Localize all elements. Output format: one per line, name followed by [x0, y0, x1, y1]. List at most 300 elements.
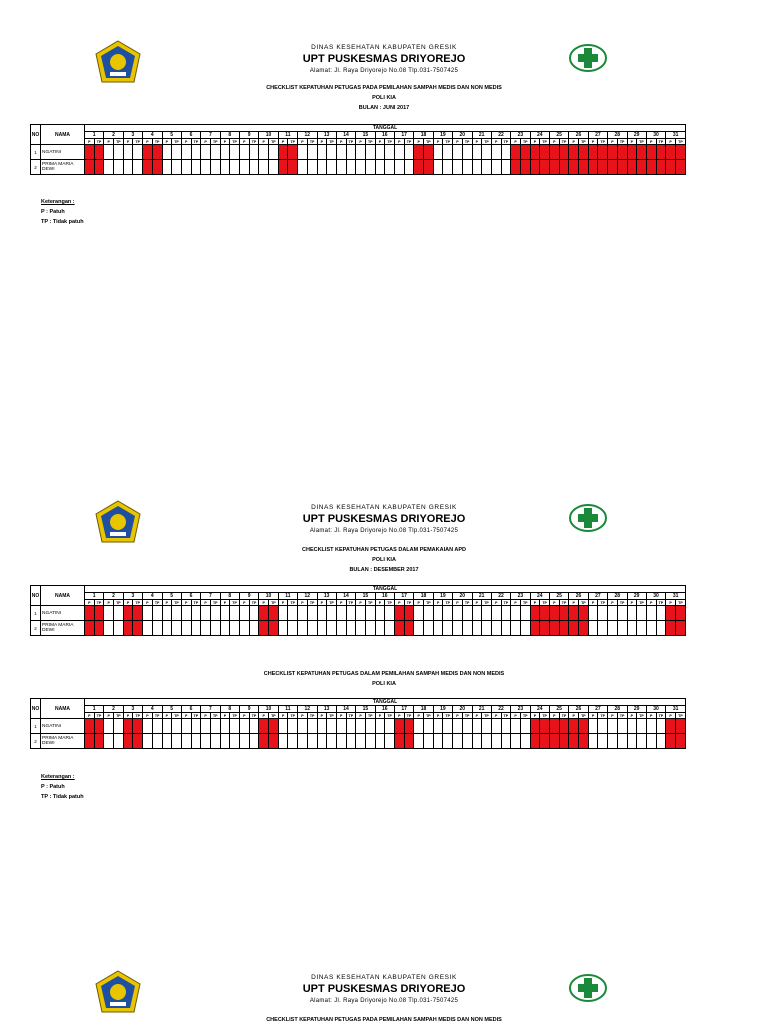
tp-check-cell[interactable] [152, 734, 162, 749]
tp-check-cell[interactable] [424, 719, 434, 734]
p-check-cell[interactable] [453, 719, 463, 734]
p-check-cell[interactable] [336, 160, 346, 175]
p-check-cell[interactable] [375, 719, 385, 734]
p-check-cell[interactable] [336, 606, 346, 621]
p-check-cell[interactable] [123, 621, 133, 636]
p-check-cell[interactable] [356, 606, 366, 621]
tp-check-cell[interactable] [114, 160, 124, 175]
p-check-cell[interactable] [453, 734, 463, 749]
tp-check-cell[interactable] [133, 160, 143, 175]
tp-check-cell[interactable] [152, 719, 162, 734]
tp-check-cell[interactable] [172, 606, 182, 621]
tp-check-cell[interactable] [443, 734, 453, 749]
tp-check-cell[interactable] [385, 145, 395, 160]
tp-check-cell[interactable] [520, 621, 530, 636]
tp-check-cell[interactable] [133, 719, 143, 734]
p-check-cell[interactable] [240, 145, 250, 160]
tp-check-cell[interactable] [307, 734, 317, 749]
p-check-cell[interactable] [550, 160, 560, 175]
tp-check-cell[interactable] [520, 160, 530, 175]
tp-check-cell[interactable] [482, 606, 492, 621]
tp-check-cell[interactable] [637, 734, 647, 749]
tp-check-cell[interactable] [482, 145, 492, 160]
tp-check-cell[interactable] [617, 719, 627, 734]
p-check-cell[interactable] [608, 145, 618, 160]
tp-check-cell[interactable] [559, 606, 569, 621]
tp-check-cell[interactable] [559, 621, 569, 636]
p-check-cell[interactable] [569, 719, 579, 734]
p-check-cell[interactable] [608, 719, 618, 734]
p-check-cell[interactable] [162, 734, 172, 749]
tp-check-cell[interactable] [365, 606, 375, 621]
tp-check-cell[interactable] [288, 719, 298, 734]
tp-check-cell[interactable] [288, 160, 298, 175]
tp-check-cell[interactable] [94, 734, 104, 749]
tp-check-cell[interactable] [462, 734, 472, 749]
p-check-cell[interactable] [472, 734, 482, 749]
tp-check-cell[interactable] [230, 719, 240, 734]
p-check-cell[interactable] [511, 734, 521, 749]
tp-check-cell[interactable] [346, 719, 356, 734]
p-check-cell[interactable] [608, 621, 618, 636]
p-check-cell[interactable] [85, 719, 95, 734]
p-check-cell[interactable] [259, 145, 269, 160]
p-check-cell[interactable] [608, 734, 618, 749]
p-check-cell[interactable] [181, 734, 191, 749]
tp-check-cell[interactable] [462, 160, 472, 175]
tp-check-cell[interactable] [675, 621, 685, 636]
p-check-cell[interactable] [104, 719, 114, 734]
tp-check-cell[interactable] [230, 606, 240, 621]
p-check-cell[interactable] [588, 160, 598, 175]
p-check-cell[interactable] [298, 160, 308, 175]
tp-check-cell[interactable] [249, 734, 259, 749]
tp-check-cell[interactable] [94, 606, 104, 621]
p-check-cell[interactable] [143, 621, 153, 636]
tp-check-cell[interactable] [152, 606, 162, 621]
p-check-cell[interactable] [220, 145, 230, 160]
tp-check-cell[interactable] [559, 734, 569, 749]
tp-check-cell[interactable] [656, 606, 666, 621]
p-check-cell[interactable] [240, 734, 250, 749]
tp-check-cell[interactable] [617, 606, 627, 621]
tp-check-cell[interactable] [404, 734, 414, 749]
p-check-cell[interactable] [278, 606, 288, 621]
tp-check-cell[interactable] [172, 621, 182, 636]
p-check-cell[interactable] [162, 719, 172, 734]
p-check-cell[interactable] [85, 621, 95, 636]
tp-check-cell[interactable] [637, 145, 647, 160]
tp-check-cell[interactable] [210, 606, 220, 621]
p-check-cell[interactable] [569, 160, 579, 175]
p-check-cell[interactable] [491, 734, 501, 749]
tp-check-cell[interactable] [404, 145, 414, 160]
tp-check-cell[interactable] [365, 160, 375, 175]
tp-check-cell[interactable] [172, 160, 182, 175]
tp-check-cell[interactable] [675, 606, 685, 621]
tp-check-cell[interactable] [385, 719, 395, 734]
tp-check-cell[interactable] [675, 145, 685, 160]
tp-check-cell[interactable] [501, 145, 511, 160]
p-check-cell[interactable] [104, 145, 114, 160]
p-check-cell[interactable] [278, 734, 288, 749]
p-check-cell[interactable] [414, 606, 424, 621]
tp-check-cell[interactable] [114, 621, 124, 636]
tp-check-cell[interactable] [404, 160, 414, 175]
tp-check-cell[interactable] [307, 719, 317, 734]
p-check-cell[interactable] [181, 621, 191, 636]
tp-check-cell[interactable] [210, 145, 220, 160]
p-check-cell[interactable] [491, 719, 501, 734]
tp-check-cell[interactable] [249, 145, 259, 160]
tp-check-cell[interactable] [191, 606, 201, 621]
p-check-cell[interactable] [298, 719, 308, 734]
p-check-cell[interactable] [666, 160, 676, 175]
p-check-cell[interactable] [550, 734, 560, 749]
p-check-cell[interactable] [550, 621, 560, 636]
p-check-cell[interactable] [395, 145, 405, 160]
p-check-cell[interactable] [569, 734, 579, 749]
tp-check-cell[interactable] [346, 621, 356, 636]
p-check-cell[interactable] [395, 160, 405, 175]
p-check-cell[interactable] [201, 734, 211, 749]
p-check-cell[interactable] [278, 621, 288, 636]
tp-check-cell[interactable] [579, 734, 589, 749]
p-check-cell[interactable] [123, 719, 133, 734]
tp-check-cell[interactable] [152, 160, 162, 175]
p-check-cell[interactable] [356, 621, 366, 636]
p-check-cell[interactable] [666, 621, 676, 636]
p-check-cell[interactable] [356, 145, 366, 160]
p-check-cell[interactable] [356, 719, 366, 734]
p-check-cell[interactable] [259, 160, 269, 175]
tp-check-cell[interactable] [520, 734, 530, 749]
p-check-cell[interactable] [336, 719, 346, 734]
p-check-cell[interactable] [317, 734, 327, 749]
tp-check-cell[interactable] [637, 160, 647, 175]
p-check-cell[interactable] [375, 606, 385, 621]
p-check-cell[interactable] [123, 160, 133, 175]
p-check-cell[interactable] [491, 621, 501, 636]
p-check-cell[interactable] [143, 719, 153, 734]
p-check-cell[interactable] [240, 160, 250, 175]
p-check-cell[interactable] [472, 719, 482, 734]
p-check-cell[interactable] [511, 621, 521, 636]
p-check-cell[interactable] [511, 606, 521, 621]
tp-check-cell[interactable] [327, 606, 337, 621]
p-check-cell[interactable] [646, 160, 656, 175]
tp-check-cell[interactable] [152, 145, 162, 160]
tp-check-cell[interactable] [269, 734, 279, 749]
tp-check-cell[interactable] [385, 160, 395, 175]
p-check-cell[interactable] [278, 160, 288, 175]
tp-check-cell[interactable] [230, 145, 240, 160]
p-check-cell[interactable] [627, 719, 637, 734]
tp-check-cell[interactable] [249, 606, 259, 621]
tp-check-cell[interactable] [327, 145, 337, 160]
p-check-cell[interactable] [472, 606, 482, 621]
p-check-cell[interactable] [453, 606, 463, 621]
tp-check-cell[interactable] [598, 719, 608, 734]
tp-check-cell[interactable] [443, 145, 453, 160]
tp-check-cell[interactable] [617, 734, 627, 749]
p-check-cell[interactable] [569, 145, 579, 160]
tp-check-cell[interactable] [269, 160, 279, 175]
p-check-cell[interactable] [298, 145, 308, 160]
p-check-cell[interactable] [162, 160, 172, 175]
p-check-cell[interactable] [143, 145, 153, 160]
tp-check-cell[interactable] [462, 145, 472, 160]
p-check-cell[interactable] [530, 145, 540, 160]
p-check-cell[interactable] [588, 734, 598, 749]
tp-check-cell[interactable] [637, 621, 647, 636]
tp-check-cell[interactable] [269, 621, 279, 636]
p-check-cell[interactable] [85, 734, 95, 749]
p-check-cell[interactable] [646, 719, 656, 734]
tp-check-cell[interactable] [424, 160, 434, 175]
p-check-cell[interactable] [143, 734, 153, 749]
p-check-cell[interactable] [646, 145, 656, 160]
tp-check-cell[interactable] [501, 734, 511, 749]
p-check-cell[interactable] [181, 719, 191, 734]
tp-check-cell[interactable] [307, 606, 317, 621]
tp-check-cell[interactable] [365, 734, 375, 749]
tp-check-cell[interactable] [540, 606, 550, 621]
tp-check-cell[interactable] [288, 621, 298, 636]
p-check-cell[interactable] [240, 719, 250, 734]
p-check-cell[interactable] [220, 719, 230, 734]
p-check-cell[interactable] [530, 719, 540, 734]
tp-check-cell[interactable] [94, 621, 104, 636]
tp-check-cell[interactable] [327, 719, 337, 734]
tp-check-cell[interactable] [365, 719, 375, 734]
p-check-cell[interactable] [356, 734, 366, 749]
tp-check-cell[interactable] [307, 145, 317, 160]
p-check-cell[interactable] [85, 145, 95, 160]
tp-check-cell[interactable] [482, 160, 492, 175]
p-check-cell[interactable] [298, 621, 308, 636]
tp-check-cell[interactable] [210, 734, 220, 749]
p-check-cell[interactable] [220, 621, 230, 636]
tp-check-cell[interactable] [443, 621, 453, 636]
tp-check-cell[interactable] [288, 145, 298, 160]
tp-check-cell[interactable] [269, 145, 279, 160]
p-check-cell[interactable] [298, 606, 308, 621]
p-check-cell[interactable] [395, 621, 405, 636]
p-check-cell[interactable] [627, 145, 637, 160]
tp-check-cell[interactable] [191, 621, 201, 636]
p-check-cell[interactable] [317, 719, 327, 734]
p-check-cell[interactable] [336, 145, 346, 160]
tp-check-cell[interactable] [191, 719, 201, 734]
tp-check-cell[interactable] [385, 606, 395, 621]
p-check-cell[interactable] [220, 606, 230, 621]
p-check-cell[interactable] [666, 606, 676, 621]
p-check-cell[interactable] [201, 606, 211, 621]
p-check-cell[interactable] [395, 606, 405, 621]
tp-check-cell[interactable] [114, 145, 124, 160]
tp-check-cell[interactable] [540, 621, 550, 636]
tp-check-cell[interactable] [540, 160, 550, 175]
p-check-cell[interactable] [453, 160, 463, 175]
p-check-cell[interactable] [162, 621, 172, 636]
p-check-cell[interactable] [201, 160, 211, 175]
p-check-cell[interactable] [395, 719, 405, 734]
tp-check-cell[interactable] [675, 160, 685, 175]
p-check-cell[interactable] [627, 621, 637, 636]
p-check-cell[interactable] [336, 734, 346, 749]
p-check-cell[interactable] [472, 145, 482, 160]
p-check-cell[interactable] [530, 621, 540, 636]
tp-check-cell[interactable] [210, 621, 220, 636]
tp-check-cell[interactable] [346, 606, 356, 621]
tp-check-cell[interactable] [598, 621, 608, 636]
p-check-cell[interactable] [104, 606, 114, 621]
p-check-cell[interactable] [588, 145, 598, 160]
p-check-cell[interactable] [608, 606, 618, 621]
p-check-cell[interactable] [162, 606, 172, 621]
tp-check-cell[interactable] [365, 621, 375, 636]
p-check-cell[interactable] [143, 160, 153, 175]
p-check-cell[interactable] [453, 621, 463, 636]
tp-check-cell[interactable] [520, 145, 530, 160]
p-check-cell[interactable] [104, 734, 114, 749]
tp-check-cell[interactable] [675, 719, 685, 734]
tp-check-cell[interactable] [172, 145, 182, 160]
tp-check-cell[interactable] [559, 719, 569, 734]
p-check-cell[interactable] [123, 734, 133, 749]
p-check-cell[interactable] [123, 606, 133, 621]
tp-check-cell[interactable] [540, 734, 550, 749]
p-check-cell[interactable] [433, 606, 443, 621]
p-check-cell[interactable] [646, 606, 656, 621]
tp-check-cell[interactable] [501, 719, 511, 734]
tp-check-cell[interactable] [482, 734, 492, 749]
tp-check-cell[interactable] [598, 160, 608, 175]
tp-check-cell[interactable] [288, 606, 298, 621]
p-check-cell[interactable] [375, 145, 385, 160]
p-check-cell[interactable] [201, 145, 211, 160]
p-check-cell[interactable] [414, 621, 424, 636]
tp-check-cell[interactable] [346, 145, 356, 160]
tp-check-cell[interactable] [133, 606, 143, 621]
tp-check-cell[interactable] [94, 160, 104, 175]
tp-check-cell[interactable] [637, 606, 647, 621]
tp-check-cell[interactable] [617, 145, 627, 160]
p-check-cell[interactable] [491, 145, 501, 160]
p-check-cell[interactable] [588, 719, 598, 734]
tp-check-cell[interactable] [424, 606, 434, 621]
tp-check-cell[interactable] [617, 160, 627, 175]
p-check-cell[interactable] [317, 160, 327, 175]
tp-check-cell[interactable] [249, 719, 259, 734]
tp-check-cell[interactable] [656, 621, 666, 636]
p-check-cell[interactable] [608, 160, 618, 175]
tp-check-cell[interactable] [579, 621, 589, 636]
tp-check-cell[interactable] [443, 160, 453, 175]
p-check-cell[interactable] [104, 160, 114, 175]
p-check-cell[interactable] [259, 606, 269, 621]
p-check-cell[interactable] [550, 719, 560, 734]
tp-check-cell[interactable] [675, 734, 685, 749]
tp-check-cell[interactable] [230, 734, 240, 749]
p-check-cell[interactable] [646, 621, 656, 636]
tp-check-cell[interactable] [424, 734, 434, 749]
p-check-cell[interactable] [259, 621, 269, 636]
tp-check-cell[interactable] [404, 606, 414, 621]
tp-check-cell[interactable] [269, 719, 279, 734]
tp-check-cell[interactable] [656, 734, 666, 749]
tp-check-cell[interactable] [637, 719, 647, 734]
tp-check-cell[interactable] [540, 145, 550, 160]
tp-check-cell[interactable] [191, 160, 201, 175]
p-check-cell[interactable] [588, 606, 598, 621]
p-check-cell[interactable] [414, 145, 424, 160]
p-check-cell[interactable] [530, 160, 540, 175]
tp-check-cell[interactable] [579, 145, 589, 160]
p-check-cell[interactable] [491, 160, 501, 175]
p-check-cell[interactable] [414, 734, 424, 749]
tp-check-cell[interactable] [462, 621, 472, 636]
tp-check-cell[interactable] [191, 734, 201, 749]
tp-check-cell[interactable] [327, 621, 337, 636]
tp-check-cell[interactable] [424, 621, 434, 636]
p-check-cell[interactable] [511, 719, 521, 734]
tp-check-cell[interactable] [133, 621, 143, 636]
p-check-cell[interactable] [181, 145, 191, 160]
p-check-cell[interactable] [220, 734, 230, 749]
p-check-cell[interactable] [414, 160, 424, 175]
p-check-cell[interactable] [317, 621, 327, 636]
tp-check-cell[interactable] [365, 145, 375, 160]
p-check-cell[interactable] [278, 145, 288, 160]
tp-check-cell[interactable] [307, 621, 317, 636]
tp-check-cell[interactable] [462, 606, 472, 621]
p-check-cell[interactable] [317, 606, 327, 621]
p-check-cell[interactable] [569, 606, 579, 621]
tp-check-cell[interactable] [249, 160, 259, 175]
tp-check-cell[interactable] [191, 145, 201, 160]
p-check-cell[interactable] [278, 719, 288, 734]
p-check-cell[interactable] [375, 160, 385, 175]
tp-check-cell[interactable] [249, 621, 259, 636]
tp-check-cell[interactable] [210, 719, 220, 734]
p-check-cell[interactable] [356, 160, 366, 175]
p-check-cell[interactable] [375, 734, 385, 749]
tp-check-cell[interactable] [540, 719, 550, 734]
p-check-cell[interactable] [395, 734, 405, 749]
tp-check-cell[interactable] [114, 734, 124, 749]
tp-check-cell[interactable] [520, 606, 530, 621]
tp-check-cell[interactable] [327, 734, 337, 749]
tp-check-cell[interactable] [598, 734, 608, 749]
tp-check-cell[interactable] [617, 621, 627, 636]
p-check-cell[interactable] [530, 606, 540, 621]
tp-check-cell[interactable] [559, 160, 569, 175]
p-check-cell[interactable] [588, 621, 598, 636]
tp-check-cell[interactable] [230, 160, 240, 175]
tp-check-cell[interactable] [172, 734, 182, 749]
tp-check-cell[interactable] [385, 734, 395, 749]
tp-check-cell[interactable] [327, 160, 337, 175]
tp-check-cell[interactable] [482, 621, 492, 636]
tp-check-cell[interactable] [269, 606, 279, 621]
tp-check-cell[interactable] [656, 145, 666, 160]
p-check-cell[interactable] [627, 606, 637, 621]
p-check-cell[interactable] [433, 145, 443, 160]
tp-check-cell[interactable] [579, 160, 589, 175]
p-check-cell[interactable] [569, 621, 579, 636]
